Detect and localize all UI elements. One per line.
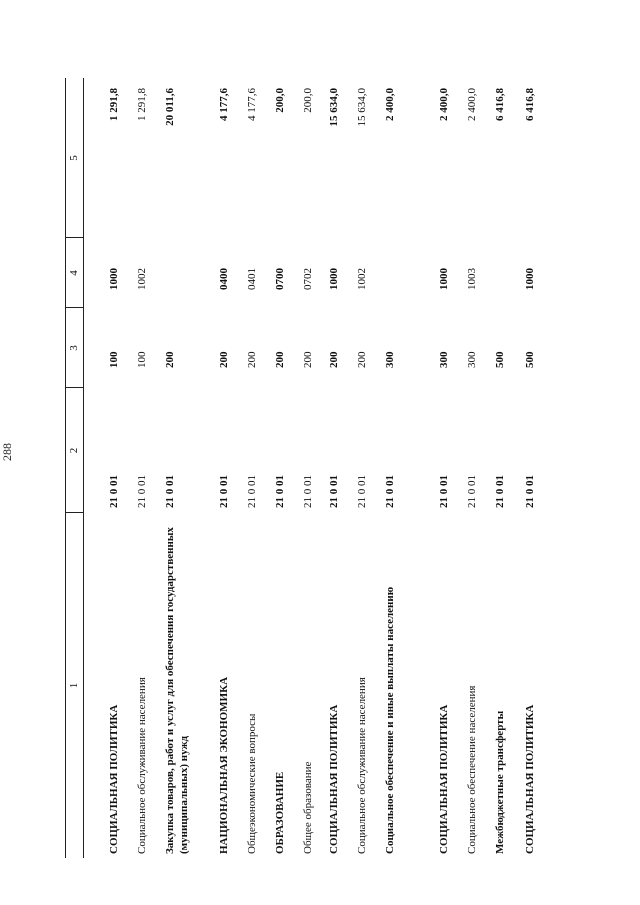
row-name: Социальное обеспечение населения <box>466 685 478 854</box>
row-col-4: 0400 <box>218 268 230 290</box>
row-name: Социальное обслуживание населения <box>356 677 368 854</box>
header-col-3: 3 <box>68 345 80 351</box>
row-name: НАЦИОНАЛЬНАЯ ЭКОНОМИКА <box>218 676 230 854</box>
row-code: 21 0 01 <box>466 475 478 508</box>
row-col-4: 1002 <box>136 268 148 290</box>
header-col-4: 4 <box>68 270 80 276</box>
row-col-4: 0401 <box>246 268 258 290</box>
row-col-4: 1003 <box>466 268 478 290</box>
row-col-3: 200 <box>218 351 230 368</box>
row-code: 21 0 01 <box>246 475 258 508</box>
row-name: Общеэкономические вопросы <box>246 713 258 854</box>
header-col-1: 1 <box>68 682 80 689</box>
row-code: 21 0 01 <box>274 475 286 508</box>
row-name: СОЦИАЛЬНАЯ ПОЛИТИКА <box>524 704 536 854</box>
row-col-3: 200 <box>356 351 368 368</box>
row-col-4: 0702 <box>302 268 314 290</box>
row-col-3: 200 <box>274 351 286 368</box>
row-col-4: 0700 <box>274 268 286 290</box>
row-name: Социальное обслуживание населения <box>136 677 148 854</box>
row-value: 2 400,0 <box>466 88 478 121</box>
row-name: ОБРАЗОВАНИЕ <box>274 771 286 854</box>
row-col-4: 1002 <box>356 268 368 290</box>
rotated-page <box>65 78 565 858</box>
row-value: 6 416,8 <box>494 88 506 121</box>
row-name: СОЦИАЛЬНАЯ ПОЛИТИКА <box>438 704 450 854</box>
row-code: 21 0 01 <box>494 475 506 508</box>
row-value: 200,0 <box>302 88 314 113</box>
row-value: 20 011,6 <box>164 88 176 126</box>
row-code: 21 0 01 <box>218 475 230 508</box>
row-col-3: 500 <box>494 351 506 368</box>
row-name: СОЦИАЛЬНАЯ ПОЛИТИКА <box>108 704 120 854</box>
row-value: 15 634,0 <box>328 88 340 127</box>
row-col-3: 200 <box>164 351 176 368</box>
row-col-3: 100 <box>108 351 120 368</box>
header-col-2: 2 <box>68 447 80 454</box>
row-value: 200,0 <box>274 88 286 113</box>
row-name: Социальное обеспечение и иные выплаты населению <box>384 586 396 854</box>
row-code: 21 0 01 <box>524 475 536 508</box>
row-value: 2 400,0 <box>384 88 396 121</box>
budget-table <box>65 78 565 858</box>
row-value: 4 177,6 <box>218 88 230 121</box>
header-col-5: 5 <box>68 155 80 161</box>
row-value: 2 400,0 <box>438 88 450 121</box>
row-col-3: 200 <box>328 351 340 368</box>
row-name: СОЦИАЛЬНАЯ ПОЛИТИКА <box>328 704 340 854</box>
row-code: 21 0 01 <box>136 475 148 508</box>
row-value: 4 177,6 <box>246 88 258 121</box>
row-col-4: 1000 <box>524 268 536 290</box>
row-col-3: 200 <box>302 351 314 368</box>
row-code: 21 0 01 <box>384 475 396 508</box>
row-value: 6 416,8 <box>524 88 536 121</box>
page-number: 288 <box>0 443 14 461</box>
row-code: 21 0 01 <box>356 475 368 508</box>
row-col-4: 1000 <box>108 268 120 290</box>
row-col-3: 300 <box>438 351 450 368</box>
row-name: Общее образование <box>302 761 314 854</box>
row-col-3: 300 <box>466 351 478 368</box>
row-name: Закупка товаров, работ и услуг для обеспечения государственных (муниципальных) нужд <box>164 527 190 854</box>
row-col-3: 500 <box>524 351 536 368</box>
row-col-3: 200 <box>246 351 258 368</box>
row-code: 21 0 01 <box>328 475 340 508</box>
row-value: 15 634,0 <box>356 88 368 127</box>
row-col-3: 300 <box>384 351 396 368</box>
row-value: 1 291,8 <box>108 88 120 121</box>
row-code: 21 0 01 <box>302 475 314 508</box>
row-value: 1 291,8 <box>136 88 148 121</box>
header-bottom-border <box>83 78 84 858</box>
row-col-3: 100 <box>136 351 148 368</box>
row-code: 21 0 01 <box>438 475 450 508</box>
row-col-4: 1000 <box>328 268 340 290</box>
row-code: 21 0 01 <box>108 475 120 508</box>
row-name: Межбюджетные трансферты <box>494 710 506 854</box>
row-col-4: 1000 <box>438 268 450 290</box>
row-code: 21 0 01 <box>164 475 176 508</box>
